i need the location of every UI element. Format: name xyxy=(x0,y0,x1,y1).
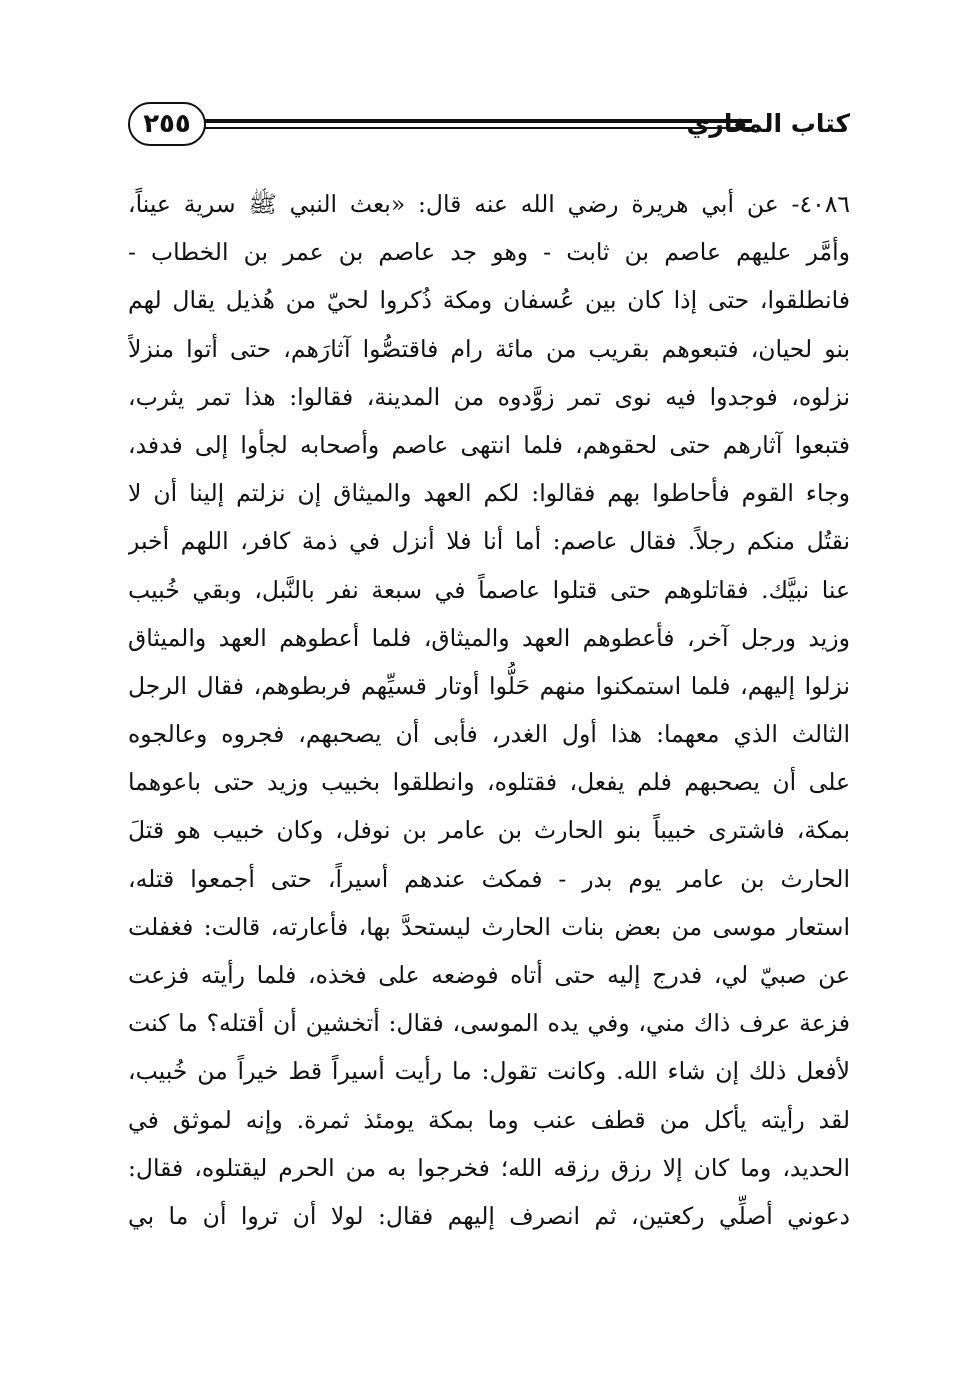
text-line: على أن يصحبهم فلم يفعل، فقتلوه، وانطلقوا بخبيب وزيد حتى باعوهما xyxy=(128,768,850,797)
text-line: بمكة، فاشترى خبيباً بنو الحارث بن عامر بن نوفل، وكان خبيب هو قتلَ xyxy=(128,816,850,845)
text-line: فزعة عرف ذاك مني، وفي يده الموسى، فقال: أتخشين أن أقتله؟ ما كنت xyxy=(128,1009,850,1038)
text-line: ٤٠٨٦- عن أبي هريرة رضي الله عنه قال: «بعث النبي ﷺ سرية عيناً، xyxy=(128,190,850,218)
text-line: وزيد ورجل آخر، فأعطوهم العهد والميثاق، فلما أعطوهم العهد والميثاق xyxy=(128,623,850,652)
text-line: دعوني أصلِّي ركعتين، ثم انصرف إليهم فقال: لولا أن تروا أن ما بي xyxy=(128,1201,850,1230)
book-title: كتاب المغازي xyxy=(686,109,850,138)
text-line: نزلوه، فوجدوا فيه نوى تمر زوَّدوه من المدينة، فقالوا: هذا تمر يثرب، xyxy=(128,382,850,411)
page-header xyxy=(128,100,850,152)
text-line: وجاء القوم فأحاطوا بهم فقالوا: لكم العهد والميثاق إن نزلتم إلينا أن لا xyxy=(128,479,850,508)
body-text xyxy=(128,180,850,1240)
text-line: نقتُل منكم رجلاً. فقال عاصم: أما أنا فلا أنزل في ذمة كافر، اللهم أخبر xyxy=(128,527,850,556)
header-rule-thick xyxy=(204,119,752,123)
text-line: وأمَّر عليهم عاصم بن ثابت - وهو جد عاصم بن عمر بن الخطاب - xyxy=(128,238,850,267)
header-rule-thin xyxy=(204,127,752,129)
text-line: فانطلقوا، حتى إذا كان بين عُسفان ومكة ذُكروا لحيّ من هُذيل يقال لهم xyxy=(128,286,850,315)
header-rule xyxy=(204,119,752,131)
text-line: الحديد، وما كان إلا رزق رزقه الله؛ فخرجوا به من الحرم ليقتلوه، فقال: xyxy=(128,1153,850,1182)
text-line: نزلوا إليهم، فلما استمكنوا منهم حَلُّوا أوتار قسيِّهم فربطوهم، فقال الرجل xyxy=(128,671,850,700)
text-line: الحارث بن عامر يوم بدر - فمكث عندهم أسيراً، حتى أجمعوا قتله، xyxy=(128,864,850,893)
text-line: الثالث الذي معهما: هذا أول الغدر، فأبى أن يصحبهم، فجروه وعالجوه xyxy=(128,720,850,749)
text-line: لقد رأيته يأكل من قطف عنب وما بمكة يومئذ ثمرة. وإنه لموثق في xyxy=(128,1105,850,1134)
text-line: عن صبيّ لي، فدرج إليه حتى أتاه فوضعه على فخذه، فلما رأيته فزعت xyxy=(128,961,850,989)
page-number: ٢٥٥ xyxy=(128,102,206,146)
text-line: بنو لحيان، فتبعوهم بقريب من مائة رام فاقتصُّوا آثارَهم، حتى أتوا منزلاً xyxy=(128,334,850,363)
text-line: عنا نبيَّك. فقاتلوهم حتى قتلوا عاصماً في سبعة نفر بالنَّبل، وبقي خُبيب xyxy=(128,575,850,604)
text-line: لأفعل ذلك إن شاء الله. وكانت تقول: ما رأيت أسيراً قط خيراً من خُبيب، xyxy=(128,1057,850,1086)
text-line: فتبعوا آثارهم حتى لحقوهم، فلما انتهى عاصم وأصحابه لجأوا إلى فدفد، xyxy=(128,430,850,459)
text-line: استعار موسى من بعض بنات الحارث ليستحدَّ بها، فأعارته، قالت: فغفلت xyxy=(128,912,850,941)
